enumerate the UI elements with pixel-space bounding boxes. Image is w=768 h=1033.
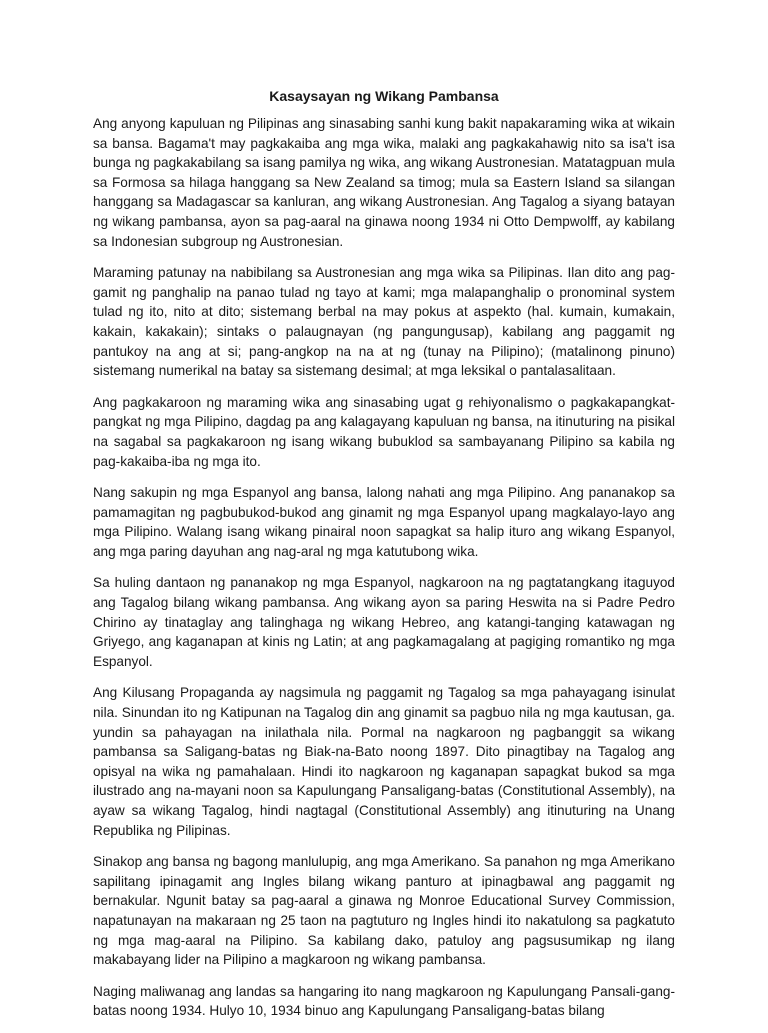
document-title: Kasaysayan ng Wikang Pambansa [269, 88, 499, 104]
paragraph-6: Ang Kilusang Propaganda ay nagsimula ng paggamit ng Tagalog sa mga pahayagang isinulat nila. Sinundan ito ng Katipunan na Tagalog din ang ginamit sa pagbuo nila ng mga kautusan, ga. yundin sa pahayagan na inilathala nila. Pormal na nagkaroon ng pagbanggit sa wikang pambansa sa Saligang-batas ng Biak-na-Bato noong 1897. Dito pinagtibay na Tagalog ang opisyal na wika ng pamahalaan. Hindi ito nagkaroon ng kaganapan sapagkat bukod sa mga ilustrado ang na-mayani noon sa Kapulungang Pansaligang-batas (Constitutional Assembly), na ayaw sa wikang Tagalog, hindi nagtagal (Constitutional Assembly) ang itinuturing na Unang Republika ng Pilipinas. [93, 685, 675, 838]
paragraph-3: Ang pagkakaroon ng maraming wika ang sinasabing ugat g rehiyonalismo o pagkakapangkat-pangkat ng mga Pilipino, dagdag pa ang kalagayang kapuluan ng bansa, na itinuturing na pisikal na sagabal sa pagkakaroon ng isang wikang bubuklod sa sambayanang Pilipino sa kabila ng pag-kakaiba-iba ng mga ito. [93, 394, 675, 469]
paragraph-5: Sa huling dantaon ng pananakop ng mga Espanyol, nagkaroon na ng pagtatangkang itaguyod ang Tagalog bilang wikang pambansa. Ang wikang ayon sa paring Heswita na si Padre Pedro Chirino ay tinataglay ang talinghaga ng wikang Hebreo, ang katangi-tanging katawagan ng Griyego, ang kaganapan at kinis ng Latin; at ang pagkamagalang at pagiging romantiko ng mga Espanyol. [93, 575, 675, 669]
paragraph-8: Naging maliwanag ang landas sa hangaring ito nang magkaroon ng Kapulungang Pansali-gang-batas noong 1934. Hulyo 10, 1934 binuo ang Kapulungang Pansaligang-batas bilang [93, 983, 675, 1019]
paragraph-1: Ang anyong kapuluan ng Pilipinas ang sinasabing sanhi kung bakit napakaraming wika at wikain sa bansa. Bagama't may pagkakaiba ang mga wika, malaki ang pagkakahawig nito sa isa't isa bunga ng pagkakabilang sa isang pamilya ng wika, ang wikang Austronesian. Matatagpuan mula sa Formosa sa hilaga hanggang sa New Zealand sa timog; mula sa Eastern Island sa silangan hanggang sa Madagascar sa kanluran, ang wikang Austronesian. Ang Tagalog a siyang batayan ng wikang pambansa, ayon sa pag-aaral na ginawa noong 1934 ni Otto Dempwolff, ay kabilang sa Indonesian subgroup ng Austronesian. [93, 116, 675, 249]
document-body [93, 114, 675, 1033]
paragraph-7: Sinakop ang bansa ng bagong manlulupig, ang mga Amerikano. Sa panahon ng mga Amerikano sapilitang ipinagamit ang Ingles bilang wikang panturo at ipinagbawal ang paggamit ng bernakular. Ngunit batay sa pag-aaral a ginawa ng Monroe Educational Survey Commission, napatunayan na makaraan ng 25 taon na pagtuturo ng Ingles hindi ito nakatulong sa pagkatuto ng mga mag-aaral na Pilipino. Sa kabilang dako, patuloy ang pagsusumikap ng ilang makabayang lider na Pilipino a magkaroon ng wikang pambansa. [93, 854, 675, 968]
paragraph-2: Maraming patunay na nabibilang sa Austronesian ang mga wika sa Pilipinas. Ilan dito ang pag-gamit ng panghalip na panao tulad ng tayo at kami; mga malapanghalip o pronominal system tulad ng ito, nito at dito; sistemang berbal na may pokus at aspekto (hal. kumain, kumakain, kakain, kakakain); sintaks o palaugnayan (ng pangungusap), kabilang ang paggamit ng pantukoy na ang at si; pang-angkop na na at ng (tunay na Pilipino); (matalinong pinuno) sistemang numerikal na batay sa sistemang desimal; at mga leksikal o pantalasalitaan. [93, 265, 675, 379]
paragraph-4: Nang sakupin ng mga Espanyol ang bansa, lalong nahati ang mga Pilipino. Ang pananakop sa pamamagitan ng pagbubukod-bukod ang ginamit ng mga Espanyol upang magkalayo-layo ang mga Pilipino. Walang isang wikang pinairal noon sapagkat sa halip ituro ang wikang Espanyol, ang mga paring dayuhan ang nag-aral ng mga katutubong wika. [93, 485, 675, 559]
